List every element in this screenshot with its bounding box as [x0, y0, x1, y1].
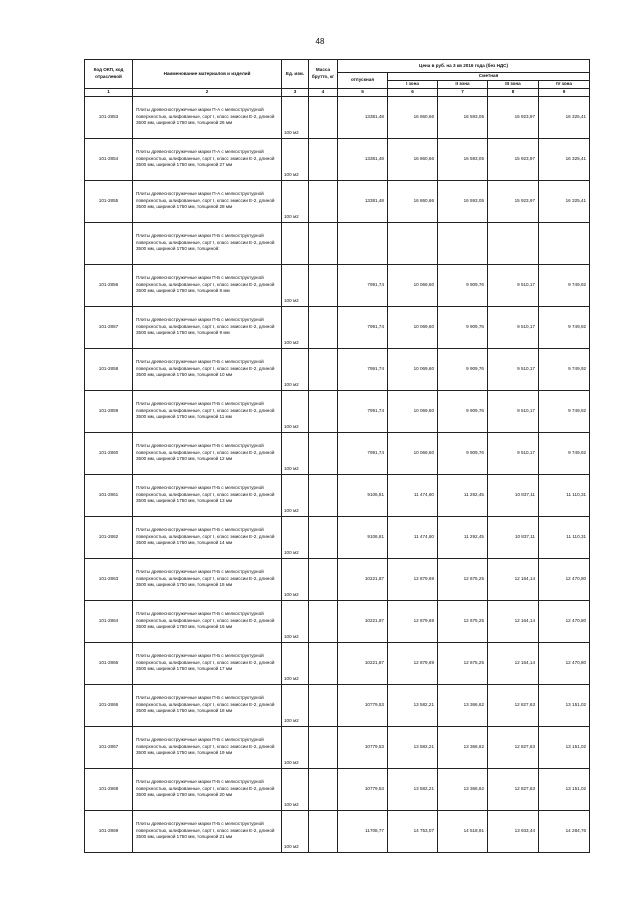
- row-zone-3-price: 13 933,44: [488, 810, 539, 852]
- table-row: [85, 390, 590, 432]
- row-zone-4-price: 13 151,02: [539, 684, 590, 726]
- row-code: 101-2866: [85, 684, 133, 726]
- row-zone-2-price: 9 909,76: [438, 432, 488, 474]
- row-zone-1-price: 13 582,21: [388, 768, 438, 810]
- row-unit: 100 м2: [282, 264, 309, 306]
- row-unit: 100 м2: [282, 474, 309, 516]
- column-number: 2: [133, 89, 282, 97]
- row-zone-2-price: 12 675,25: [438, 600, 488, 642]
- row-code: 101-2853: [85, 96, 133, 138]
- row-zone-3-price: 9 510,17: [488, 432, 539, 474]
- row-zone-3-price: 9 510,17: [488, 390, 539, 432]
- row-code: 101-2854: [85, 138, 133, 180]
- column-number: 6: [388, 89, 438, 97]
- table-row: [85, 264, 590, 306]
- table-row: [85, 684, 590, 726]
- row-zone-3-price: 10 837,11: [488, 516, 539, 558]
- row-unit: 100 м2: [282, 642, 309, 684]
- table-row: [85, 348, 590, 390]
- row-name: Плиты древесностружечные марки П-Б с мелкоструктурной поверхностью, шлифованные, сорт I, класс эмиссии Е-2, длиной 3500 мм, шириной 1750 мм, толщиной 8 мм: [133, 264, 282, 306]
- row-mass: [309, 180, 338, 222]
- row-code: 101-2862: [85, 516, 133, 558]
- row-release-price: 10221,87: [338, 558, 388, 600]
- row-zone-1-price: 11 474,60: [388, 474, 438, 516]
- row-zone-4-price: 12 470,80: [539, 642, 590, 684]
- row-zone-2-price: 12 675,25: [438, 642, 488, 684]
- column-number: 3: [282, 89, 309, 97]
- row-release-price: 7991,74: [338, 348, 388, 390]
- row-code: 101-2857: [85, 306, 133, 348]
- row-name: Плиты древесностружечные марки П-Б с мелкоструктурной поверхностью, шлифованные, сорт I, класс эмиссии Е-2, длиной 3500 мм, шириной 1750 мм, толщиной 15 мм: [133, 558, 282, 600]
- header-zone-2: II зона: [438, 81, 488, 89]
- row-unit: 100 м2: [282, 600, 309, 642]
- row-zone-4-price: 14 284,76: [539, 810, 590, 852]
- row-mass: [309, 474, 338, 516]
- row-unit: 100 м2: [282, 516, 309, 558]
- row-unit: 100 м2: [282, 96, 309, 138]
- page-number: 48: [315, 37, 325, 46]
- row-unit: [282, 222, 309, 264]
- price-table: [84, 59, 590, 853]
- row-zone-4-price: 11 110,31: [539, 474, 590, 516]
- row-zone-1-price: 14 753,07: [388, 810, 438, 852]
- row-release-price: 11708,77: [338, 810, 388, 852]
- row-code: 101-2867: [85, 726, 133, 768]
- table-row: [85, 810, 590, 852]
- row-unit: 100 м2: [282, 558, 309, 600]
- row-name: Плиты древесностружечные марки П-Б с мелкоструктурной поверхностью, шлифованные, сорт I, класс эмиссии Е-2, длиной 3500 мм, шириной 1750 мм, толщиной 19 мм: [133, 726, 282, 768]
- row-unit: 100 м2: [282, 768, 309, 810]
- table-row: [85, 600, 590, 642]
- row-zone-4-price: 9 749,92: [539, 348, 590, 390]
- row-zone-4-price: 12 470,80: [539, 558, 590, 600]
- row-name: Плиты древесностружечные марки П-А с мелкоструктурной поверхностью, шлифованные, сорт I, класс эмиссии Е-2, длиной 3500 мм, шириной 1750 мм, толщиной 26 мм: [133, 96, 282, 138]
- row-mass: [309, 810, 338, 852]
- row-mass: [309, 222, 338, 264]
- row-zone-2-price: 16 593,05: [438, 180, 488, 222]
- row-zone-2-price: [438, 222, 488, 264]
- row-unit: 100 м2: [282, 180, 309, 222]
- row-release-price: 10779,53: [338, 684, 388, 726]
- header-estimate: Сметная: [388, 73, 590, 81]
- row-zone-4-price: [539, 222, 590, 264]
- row-zone-3-price: 9 510,17: [488, 348, 539, 390]
- row-zone-1-price: 10 069,60: [388, 306, 438, 348]
- row-release-price: [338, 222, 388, 264]
- row-zone-1-price: [388, 222, 438, 264]
- row-mass: [309, 348, 338, 390]
- row-zone-4-price: 9 749,92: [539, 432, 590, 474]
- row-zone-1-price: 11 474,60: [388, 516, 438, 558]
- row-code: 101-2868: [85, 768, 133, 810]
- column-number-row: [85, 89, 590, 97]
- row-name: Плиты древесностружечные марки П-Б с мелкоструктурной поверхностью, шлифованные, сорт I, класс эмиссии Е-2, длиной 3500 мм, шириной 1750 мм, толщиной 13 мм: [133, 474, 282, 516]
- row-zone-1-price: 12 879,69: [388, 600, 438, 642]
- row-mass: [309, 96, 338, 138]
- row-zone-4-price: 9 749,92: [539, 306, 590, 348]
- row-release-price: 10779,53: [338, 726, 388, 768]
- row-zone-2-price: 9 909,76: [438, 306, 488, 348]
- row-release-price: 13381,48: [338, 96, 388, 138]
- row-code: 101-2863: [85, 558, 133, 600]
- row-zone-3-price: 9 510,17: [488, 306, 539, 348]
- row-zone-2-price: 9 909,76: [438, 390, 488, 432]
- row-name: Плиты древесностружечные марки П-Б с мелкоструктурной поверхностью, шлифованные, сорт I, класс эмиссии Е-2, длиной 3500 мм, шириной 1750 мм, толщиной:: [133, 222, 282, 264]
- row-mass: [309, 432, 338, 474]
- row-zone-2-price: 11 292,45: [438, 474, 488, 516]
- table-row: [85, 768, 590, 810]
- row-release-price: 7991,74: [338, 306, 388, 348]
- row-zone-3-price: 12 164,14: [488, 642, 539, 684]
- row-name: Плиты древесностружечные марки П-Б с мелкоструктурной поверхностью, шлифованные, сорт I, класс эмиссии Е-2, длиной 3500 мм, шириной 1750 мм, толщиной 21 мм: [133, 810, 282, 852]
- row-zone-2-price: 11 292,45: [438, 516, 488, 558]
- row-code: 101-2869: [85, 810, 133, 852]
- header-release: отпускная: [338, 73, 388, 89]
- row-release-price: 13381,48: [338, 138, 388, 180]
- row-zone-1-price: 16 860,66: [388, 96, 438, 138]
- row-unit: 100 м2: [282, 138, 309, 180]
- row-zone-1-price: 10 069,60: [388, 348, 438, 390]
- row-zone-3-price: 15 923,97: [488, 180, 539, 222]
- header-zone-1: I зона: [388, 81, 438, 89]
- row-zone-4-price: 16 325,41: [539, 180, 590, 222]
- row-name: Плиты древесностружечные марки П-А с мелкоструктурной поверхностью, шлифованные, сорт I, класс эмиссии Е-2, длиной 3500 мм, шириной 1750 мм, толщиной 27 мм: [133, 138, 282, 180]
- table-row: [85, 642, 590, 684]
- row-zone-3-price: 9 510,17: [488, 264, 539, 306]
- row-zone-2-price: 9 909,76: [438, 348, 488, 390]
- row-mass: [309, 306, 338, 348]
- header-price: Цена в руб. на 3 кв 2016 года (без НДС): [338, 60, 590, 73]
- row-zone-3-price: [488, 222, 539, 264]
- row-mass: [309, 684, 338, 726]
- row-release-price: 7991,74: [338, 390, 388, 432]
- row-zone-2-price: 9 909,76: [438, 264, 488, 306]
- row-unit: 100 м2: [282, 432, 309, 474]
- row-zone-1-price: 16 860,66: [388, 180, 438, 222]
- row-unit: 100 м2: [282, 306, 309, 348]
- column-number: 9: [539, 89, 590, 97]
- row-release-price: 10221,87: [338, 600, 388, 642]
- row-zone-3-price: 12 164,14: [488, 558, 539, 600]
- row-zone-3-price: 15 923,97: [488, 96, 539, 138]
- table-row: [85, 306, 590, 348]
- table-row: [85, 138, 590, 180]
- row-release-price: 9106,81: [338, 516, 388, 558]
- row-release-price: 13381,48: [338, 180, 388, 222]
- row-mass: [309, 642, 338, 684]
- column-number: 7: [438, 89, 488, 97]
- table-row: [85, 474, 590, 516]
- row-unit: 100 м2: [282, 348, 309, 390]
- row-zone-2-price: 13 366,62: [438, 768, 488, 810]
- row-release-price: 10779,53: [338, 768, 388, 810]
- row-zone-1-price: 13 582,21: [388, 684, 438, 726]
- row-zone-1-price: 10 069,60: [388, 432, 438, 474]
- row-code: 101-2856: [85, 264, 133, 306]
- row-zone-3-price: 12 827,63: [488, 768, 539, 810]
- row-zone-1-price: 12 879,69: [388, 642, 438, 684]
- row-zone-4-price: 13 151,02: [539, 726, 590, 768]
- row-zone-3-price: 12 164,14: [488, 600, 539, 642]
- row-zone-2-price: 14 518,91: [438, 810, 488, 852]
- row-unit: 100 м2: [282, 726, 309, 768]
- table-row: [85, 222, 590, 264]
- row-zone-3-price: 12 827,63: [488, 726, 539, 768]
- row-zone-2-price: 13 366,62: [438, 726, 488, 768]
- column-number: 5: [338, 89, 388, 97]
- row-mass: [309, 138, 338, 180]
- row-name: Плиты древесностружечные марки П-Б с мелкоструктурной поверхностью, шлифованные, сорт I, класс эмиссии Е-2, длиной 3500 мм, шириной 1750 мм, толщиной 17 мм: [133, 642, 282, 684]
- row-code: 101-2859: [85, 390, 133, 432]
- header-zone-3: III зона: [488, 81, 539, 89]
- row-name: Плиты древесностружечные марки П-Б с мелкоструктурной поверхностью, шлифованные, сорт I, класс эмиссии Е-2, длиной 3500 мм, шириной 1750 мм, толщиной 9 мм: [133, 306, 282, 348]
- header-code: Код ОКП, код отраслевой: [85, 60, 133, 89]
- header-name: Наименование материалов и изделий: [133, 60, 282, 89]
- row-mass: [309, 600, 338, 642]
- row-zone-1-price: 16 860,66: [388, 138, 438, 180]
- row-mass: [309, 516, 338, 558]
- row-release-price: 7991,74: [338, 432, 388, 474]
- row-mass: [309, 390, 338, 432]
- row-unit: 100 м2: [282, 684, 309, 726]
- row-mass: [309, 726, 338, 768]
- row-name: Плиты древесностружечные марки П-Б с мелкоструктурной поверхностью, шлифованные, сорт I, класс эмиссии Е-2, длиной 3500 мм, шириной 1750 мм, толщиной 11 мм: [133, 390, 282, 432]
- row-zone-4-price: 12 470,80: [539, 600, 590, 642]
- table-row: [85, 96, 590, 138]
- row-zone-4-price: 16 325,41: [539, 138, 590, 180]
- row-zone-4-price: 16 325,41: [539, 96, 590, 138]
- row-name: Плиты древесностружечные марки П-А с мелкоструктурной поверхностью, шлифованные, сорт I, класс эмиссии Е-2, длиной 3500 мм, шириной 1750 мм, толщиной 28 мм: [133, 180, 282, 222]
- column-number: 4: [309, 89, 338, 97]
- row-name: Плиты древесностружечные марки П-Б с мелкоструктурной поверхностью, шлифованные, сорт I, класс эмиссии Е-2, длиной 3500 мм, шириной 1750 мм, толщиной 20 мм: [133, 768, 282, 810]
- row-code: 101-2861: [85, 474, 133, 516]
- row-zone-4-price: 13 151,02: [539, 768, 590, 810]
- row-zone-1-price: 10 069,60: [388, 390, 438, 432]
- table-row: [85, 558, 590, 600]
- row-zone-1-price: 13 582,21: [388, 726, 438, 768]
- row-code: 101-2858: [85, 348, 133, 390]
- table-row: [85, 516, 590, 558]
- row-mass: [309, 558, 338, 600]
- header-mass: Масса брутто, кг: [309, 60, 338, 89]
- row-mass: [309, 768, 338, 810]
- row-code: 101-2864: [85, 600, 133, 642]
- row-name: Плиты древесностружечные марки П-Б с мелкоструктурной поверхностью, шлифованные, сорт I, класс эмиссии Е-2, длиной 3500 мм, шириной 1750 мм, толщиной 18 мм: [133, 684, 282, 726]
- header-zone-4: IV зона: [539, 81, 590, 89]
- row-zone-2-price: 16 593,05: [438, 96, 488, 138]
- row-release-price: 10221,87: [338, 642, 388, 684]
- row-zone-3-price: 15 923,97: [488, 138, 539, 180]
- table-row: [85, 726, 590, 768]
- row-zone-2-price: 16 593,05: [438, 138, 488, 180]
- row-zone-1-price: 12 879,69: [388, 558, 438, 600]
- row-release-price: 7991,74: [338, 264, 388, 306]
- row-zone-3-price: 12 827,63: [488, 684, 539, 726]
- row-unit: 100 м2: [282, 810, 309, 852]
- table-row: [85, 432, 590, 474]
- row-name: Плиты древесностружечные марки П-Б с мелкоструктурной поверхностью, шлифованные, сорт I, класс эмиссии Е-2, длиной 3500 мм, шириной 1750 мм, толщиной 14 мм: [133, 516, 282, 558]
- row-code: [85, 222, 133, 264]
- row-zone-4-price: 9 749,92: [539, 390, 590, 432]
- row-zone-2-price: 12 675,25: [438, 558, 488, 600]
- row-zone-4-price: 11 110,31: [539, 516, 590, 558]
- row-name: Плиты древесностружечные марки П-Б с мелкоструктурной поверхностью, шлифованные, сорт I, класс эмиссии Е-2, длиной 3500 мм, шириной 1750 мм, толщиной 12 мм: [133, 432, 282, 474]
- row-unit: 100 м2: [282, 390, 309, 432]
- row-name: Плиты древесностружечные марки П-Б с мелкоструктурной поверхностью, шлифованные, сорт I, класс эмиссии Е-2, длиной 3500 мм, шириной 1750 мм, толщиной 16 мм: [133, 600, 282, 642]
- table-row: [85, 180, 590, 222]
- row-mass: [309, 264, 338, 306]
- column-number: 1: [85, 89, 133, 97]
- row-release-price: 9106,81: [338, 474, 388, 516]
- row-name: Плиты древесностружечные марки П-Б с мелкоструктурной поверхностью, шлифованные, сорт I, класс эмиссии Е-2, длиной 3500 мм, шириной 1750 мм, толщиной 10 мм: [133, 348, 282, 390]
- header-unit: Ед. изм.: [282, 60, 309, 89]
- row-code: 101-2860: [85, 432, 133, 474]
- row-zone-4-price: 9 749,92: [539, 264, 590, 306]
- row-code: 101-2865: [85, 642, 133, 684]
- column-number: 8: [488, 89, 539, 97]
- row-code: 101-2855: [85, 180, 133, 222]
- row-zone-3-price: 10 837,11: [488, 474, 539, 516]
- row-zone-2-price: 13 366,62: [438, 684, 488, 726]
- row-zone-1-price: 10 069,60: [388, 264, 438, 306]
